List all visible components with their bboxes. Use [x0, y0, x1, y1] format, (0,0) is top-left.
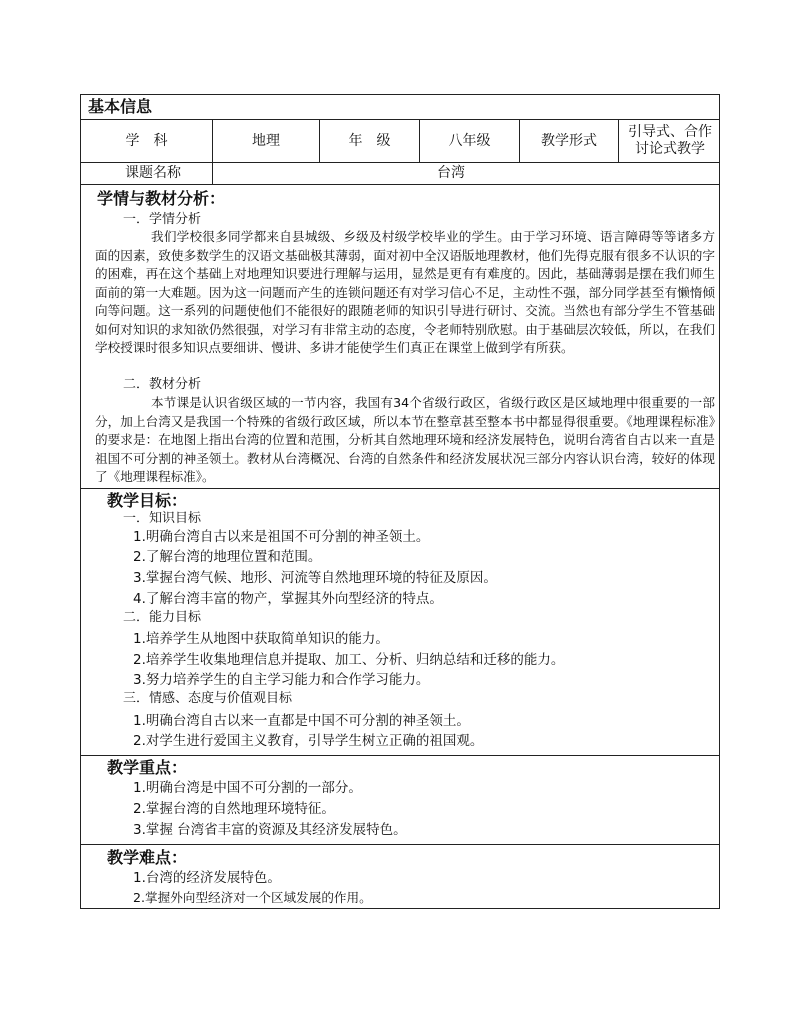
knowledge-goals-title: 一．知识目标	[123, 511, 202, 526]
list-item: 1.明确台湾自古以来一直都是中国不可分割的神圣领土。	[133, 713, 470, 729]
emotion-goals-title: 三．情感、态度与价值观目标	[123, 691, 293, 706]
row-divider	[81, 844, 719, 845]
difficulties-heading: 教学难点：	[107, 848, 188, 867]
learner-analysis-title: 一．学情分析	[123, 212, 202, 227]
topic-label: 课题名称	[125, 165, 181, 181]
grade-label: 年 级	[348, 132, 391, 149]
textbook-analysis-text: 本节课是认识省级区域的一节内容，我国有34个省级行政区，省级行政区是区域地理中很重要的一部分，加上台湾又是我国一个特殊的省级行政区域，所以本节在整章甚至整本书中都显得很重要。《地理课程标准》的要求是：在地图上指出台湾的位置和范围，分析其自然地理环境和经济发展特色，说明台湾省自古以来一直是祖国不可分割的神圣领土。教材从台湾概况、台湾的自然条件和经济发展状况三部分内容认识台湾，较好的体现了《地理课程标准》。	[95, 395, 715, 484]
list-item: 4.了解台湾丰富的物产，掌握其外向型经济的特点。	[133, 591, 443, 607]
list-item: 1.明确台湾自古以来是祖国不可分割的神圣领土。	[133, 529, 430, 545]
objectives-heading: 教学目标：	[107, 491, 188, 510]
list-item: 2.对学生进行爱国主义教育，引导学生树立正确的祖国观。	[133, 733, 484, 749]
analysis-heading: 学情与教材分析：	[97, 189, 226, 208]
row-divider	[81, 488, 719, 489]
list-item: 3.掌握台湾气候、地形、河流等自然地理环境的特征及原因。	[133, 570, 497, 586]
teaching-form-value	[619, 120, 721, 162]
list-item: 1.台湾的经济发展特色。	[133, 870, 281, 886]
list-item: 1.明确台湾是中国不可分割的一部分。	[133, 780, 362, 796]
list-item: 2.掌握外向型经济对一个区域发展的作用。	[133, 890, 372, 905]
topic-value: 台湾	[437, 165, 465, 181]
ability-goals-title: 二．能力目标	[123, 610, 202, 625]
grade-value: 八年级	[448, 132, 491, 149]
list-item: 2.了解台湾的地理位置和范围。	[133, 549, 322, 565]
row-divider	[81, 755, 719, 756]
textbook-analysis-title: 二．教材分析	[123, 377, 202, 392]
list-item: 2.掌握台湾的自然地理环境特征。	[133, 801, 335, 817]
list-item: 1.培养学生从地图中获取简单知识的能力。	[133, 631, 389, 647]
subject-value: 地理	[252, 132, 280, 149]
list-item: 2.培养学生收集地理信息并提取、加工、分析、归纳总结和迁移的能力。	[133, 652, 565, 668]
key-points-heading: 教学重点：	[107, 758, 188, 777]
row-divider	[81, 184, 719, 185]
teaching-form-label: 教学形式	[541, 132, 597, 149]
lesson-plan-table	[80, 94, 720, 909]
list-item: 3.掌握 台湾省丰富的资源及其经济发展特色。	[133, 822, 407, 838]
teaching-form-value-line1: 引导式、合作	[628, 124, 712, 140]
learner-analysis-text: 我们学校很多同学都来自县城级、乡级及村级学校毕业的学生。由于学习环境、语言障碍等等诸多方面的因素，致使多数学生的汉语文基础极其薄弱，面对初中全汉语版地理教材，他们先得克服有很多不认识的字的困难，再在这个基础上对地理知识要进行理解与运用，显然是更有有难度的。因此，基础薄弱是摆在我们师生面前的第一大难题。因为这一问题而产生的连锁问题还有对学习信心不足，主动性不强，部分同学甚至有懒惰倾向等问题。这一系列的问题使他们不能很好的跟随老师的知识引导进行研讨、交流。当然也有部分学生不管基础如何对知识的求知欲仍然很强，对学习有非常主动的态度，令老师特别欣慰。由于基础层次较低，所以，在我们学校授课时很多知识点要细讲、慢讲、多讲才能使学生们真正在课堂上做到学有所获。	[95, 229, 715, 355]
teaching-form-value-line2: 讨论式教学	[635, 141, 705, 157]
subject-label: 学 科	[125, 132, 168, 149]
list-item: 3.努力培养学生的自主学习能力和合作学习能力。	[133, 672, 430, 688]
basic-info-title: 基本信息	[88, 97, 153, 116]
